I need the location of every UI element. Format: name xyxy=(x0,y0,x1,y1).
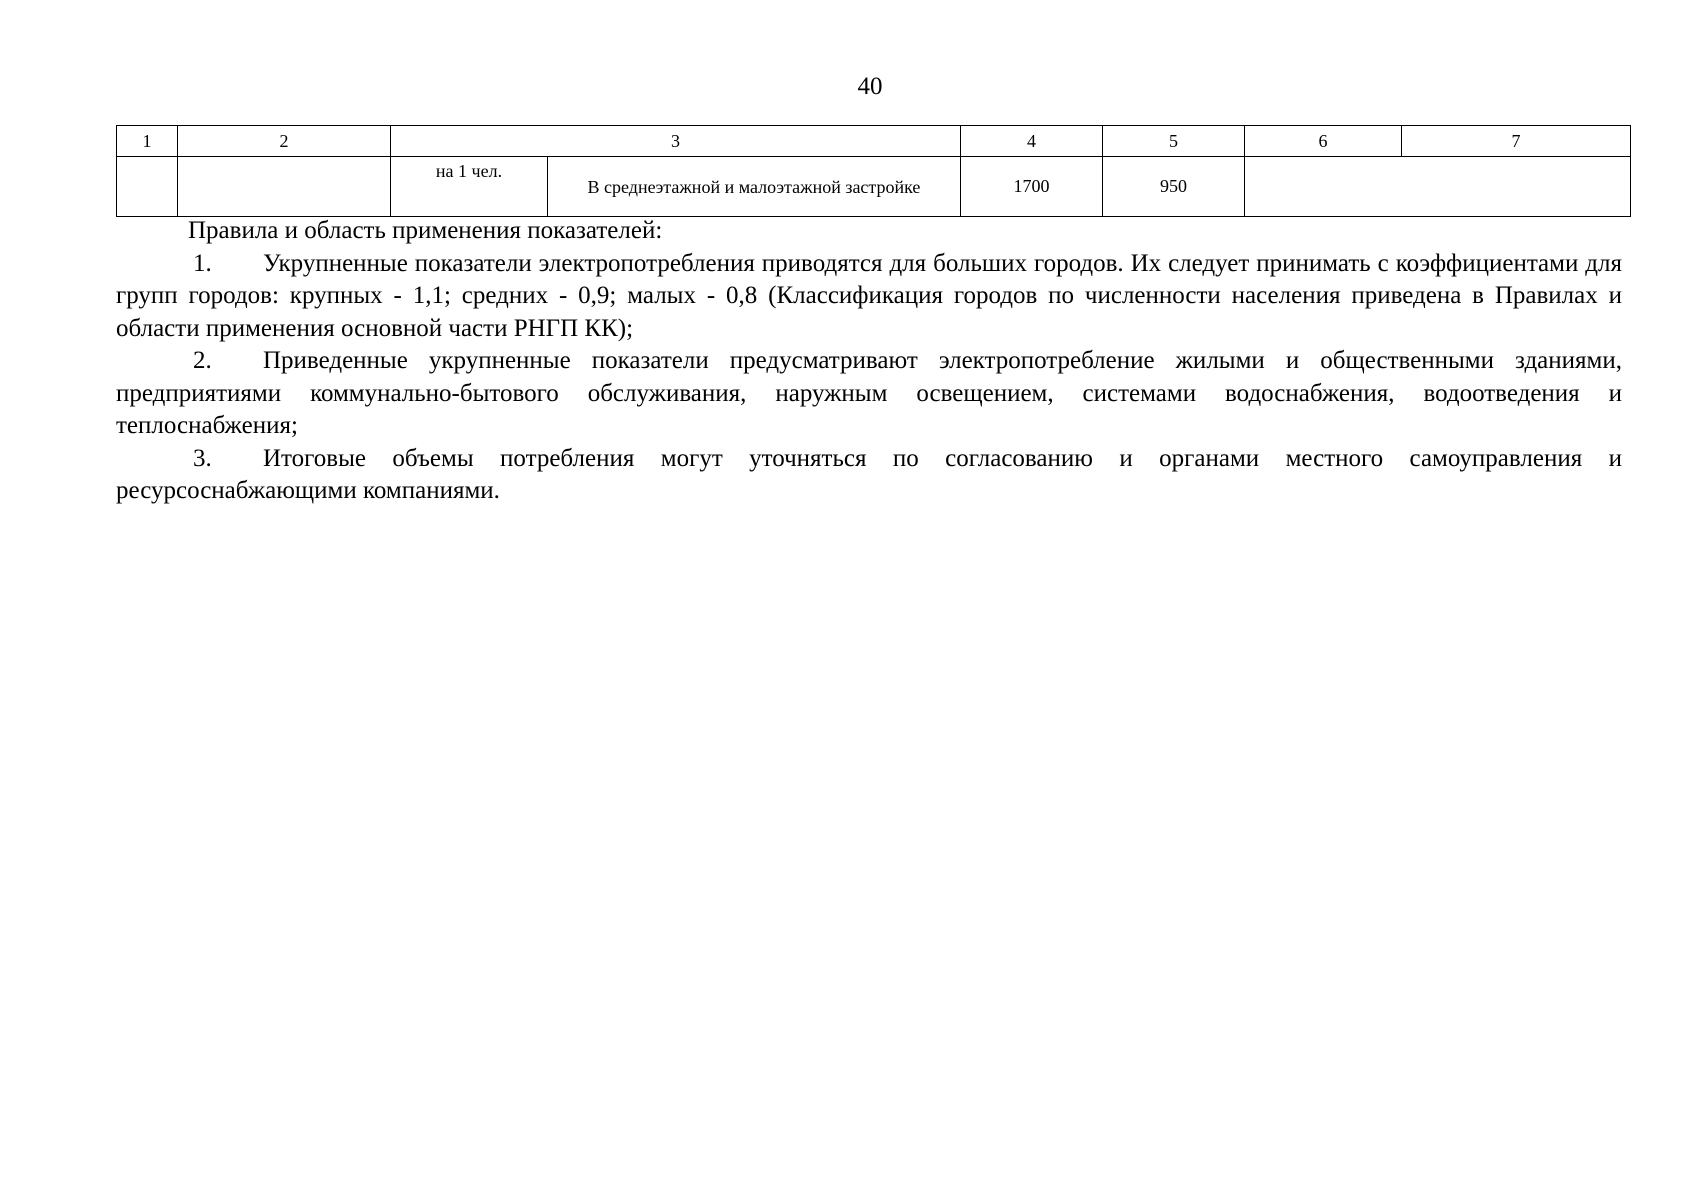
page-number: 40 xyxy=(857,73,883,100)
list-item-text: Приведенные укрупненные показатели предусматривают электропотребление жилыми и общественными зданиями, предприятиями коммунально-бытового обслуживания, наружным освещением, системами водоснабжения, водоотведения и теплоснабжения; xyxy=(116,347,1622,439)
list-item-number: 2. xyxy=(193,347,212,374)
list-item xyxy=(116,248,1622,346)
row-cell-6-7 xyxy=(1245,157,1631,217)
rules-heading: Правила и область применения показателей: xyxy=(188,217,663,244)
header-cell-6: 6 xyxy=(1245,126,1402,157)
list-item xyxy=(116,345,1622,443)
row-cell-1 xyxy=(117,157,178,217)
rules-section xyxy=(116,215,1622,508)
table-row xyxy=(117,157,1631,217)
header-cell-2: 2 xyxy=(178,126,391,157)
header-cell-1: 1 xyxy=(117,126,178,157)
table-header-row xyxy=(117,126,1631,157)
header-cell-5: 5 xyxy=(1103,126,1245,157)
list-item xyxy=(116,443,1622,508)
data-table xyxy=(116,125,1631,217)
row-cell-4: 1700 xyxy=(961,157,1103,217)
list-item-number: 3. xyxy=(193,444,212,472)
row-cell-unit: на 1 чел. xyxy=(391,157,548,217)
row-cell-description: В среднеэтажной и малоэтажной застройке xyxy=(548,157,961,217)
list-item-text: Укрупненные показатели электропотребления приводятся для больших городов. Их следует принимать с коэффициентами для групп городов: крупных - 1,1; средних - 0,9; малых - 0,8 (Классификация городов по численности населения приведена в Правилах и области применения основной части РНГП КК); xyxy=(116,249,1622,342)
header-cell-7: 7 xyxy=(1402,126,1631,157)
header-cell-3: 3 xyxy=(391,126,961,157)
list-item-text: Итоговые объемы потребления могут уточняться по согласованию и органами местного самоуправления и ресурсоснабжающими компаниями. xyxy=(116,444,1622,504)
list-item-number: 1. xyxy=(193,249,212,277)
header-cell-4: 4 xyxy=(961,126,1103,157)
row-cell-2 xyxy=(178,157,391,217)
row-cell-5: 950 xyxy=(1103,157,1245,217)
